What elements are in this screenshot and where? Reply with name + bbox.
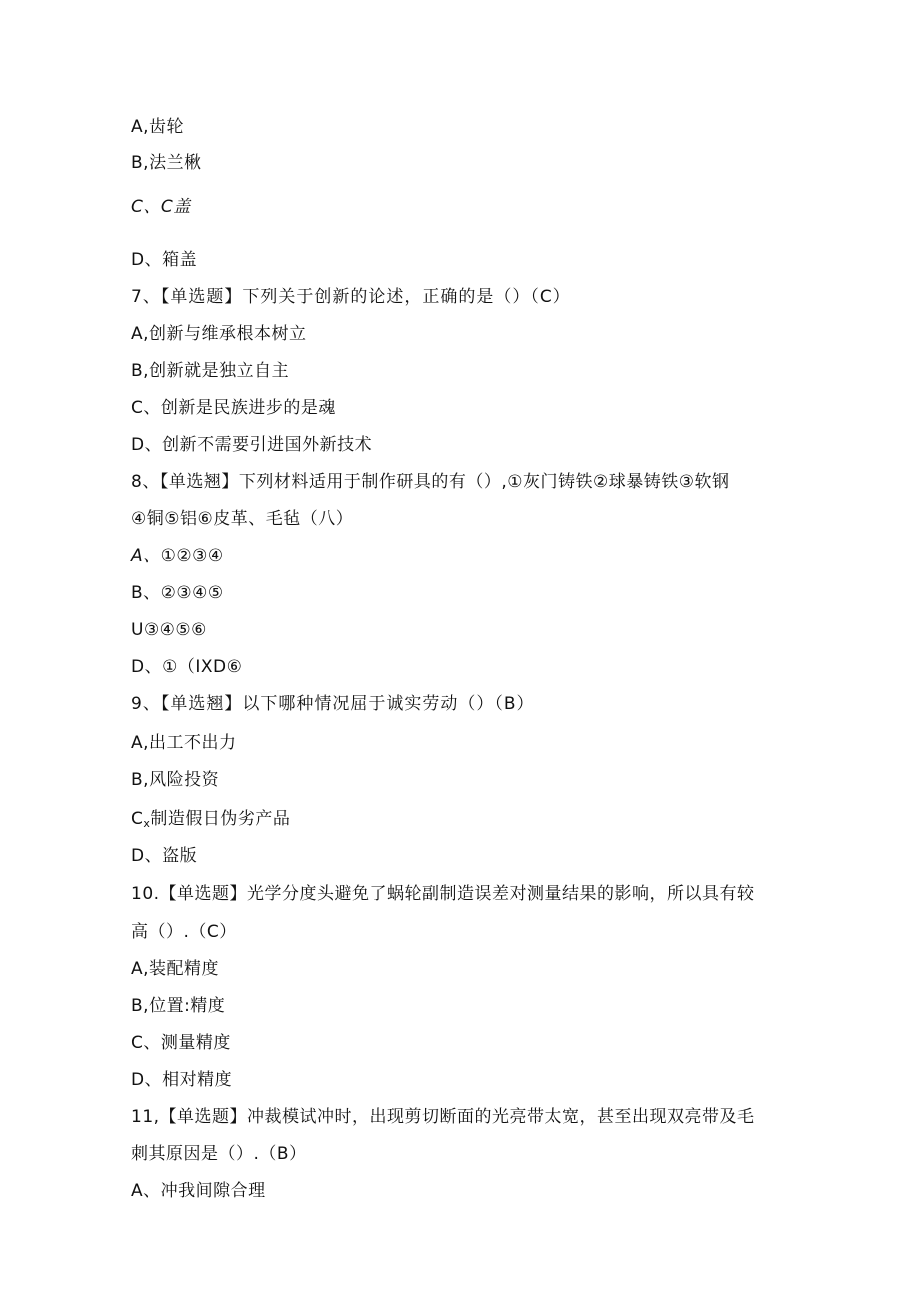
option-line <box>131 808 290 835</box>
option-line: D、创新不需要引进国外新技术 <box>131 435 373 455</box>
option-text: C、C盖 <box>131 197 191 217</box>
option-line: B、②③④⑤ <box>131 583 224 603</box>
option-line: B,风险投资 <box>131 770 220 790</box>
option-line: B,位置:精度 <box>131 996 226 1016</box>
option-line: U③④⑤⑥ <box>131 620 207 640</box>
question-line: 11,【单选题】冲裁模试冲时，出现剪切断面的光亮带太宽，甚至出现双亮带及毛 <box>131 1107 755 1127</box>
question-line: 高（）.（C） <box>131 922 237 942</box>
option-line <box>131 545 224 567</box>
option-line: A,创新与维承根本树立 <box>131 324 307 344</box>
option-subscript: x <box>143 817 151 830</box>
option-line: B,创新就是独立自主 <box>131 361 290 381</box>
option-line <box>131 196 191 218</box>
option-line: A,出工不出力 <box>131 733 237 753</box>
option-text: 制造假日伪劣产品 <box>150 809 291 829</box>
option-line: A,齿轮 <box>131 117 185 137</box>
option-letter: C <box>131 809 144 829</box>
option-line: D、相对精度 <box>131 1070 233 1090</box>
question-line: 8、【单选翘】下列材料适用于制作研具的有（）,①灰门铸铁②球暴铸铁③软钢 <box>131 472 730 492</box>
option-line: A,装配精度 <box>131 959 220 979</box>
question-line: 刺其原因是（）.（B） <box>131 1144 307 1164</box>
option-line: D、盗版 <box>131 846 198 866</box>
question-line: 10.【单选题】光学分度头避免了蜗轮副制造误差对测量结果的影响，所以具有较 <box>131 884 755 904</box>
option-line: C、创新是民族进步的是魂 <box>131 398 336 418</box>
question-line: ④铜⑤铝⑥皮革、毛毡（八） <box>131 509 354 529</box>
option-line: A、冲我间隙合理 <box>131 1181 266 1201</box>
option-line: C、测量精度 <box>131 1033 231 1053</box>
option-line: D、①（IXD⑥ <box>131 657 243 677</box>
option-line: D、箱盖 <box>131 250 198 270</box>
option-line: B,法兰楸 <box>131 153 202 173</box>
question-line: 9、【单选翘】以下哪种情况屈于诚实劳动（）（B） <box>131 694 535 714</box>
option-text: A、①②③④ <box>131 546 224 566</box>
question-line: 7、【单选题】下列关于创新的论述，正确的是（）（C） <box>131 287 571 307</box>
